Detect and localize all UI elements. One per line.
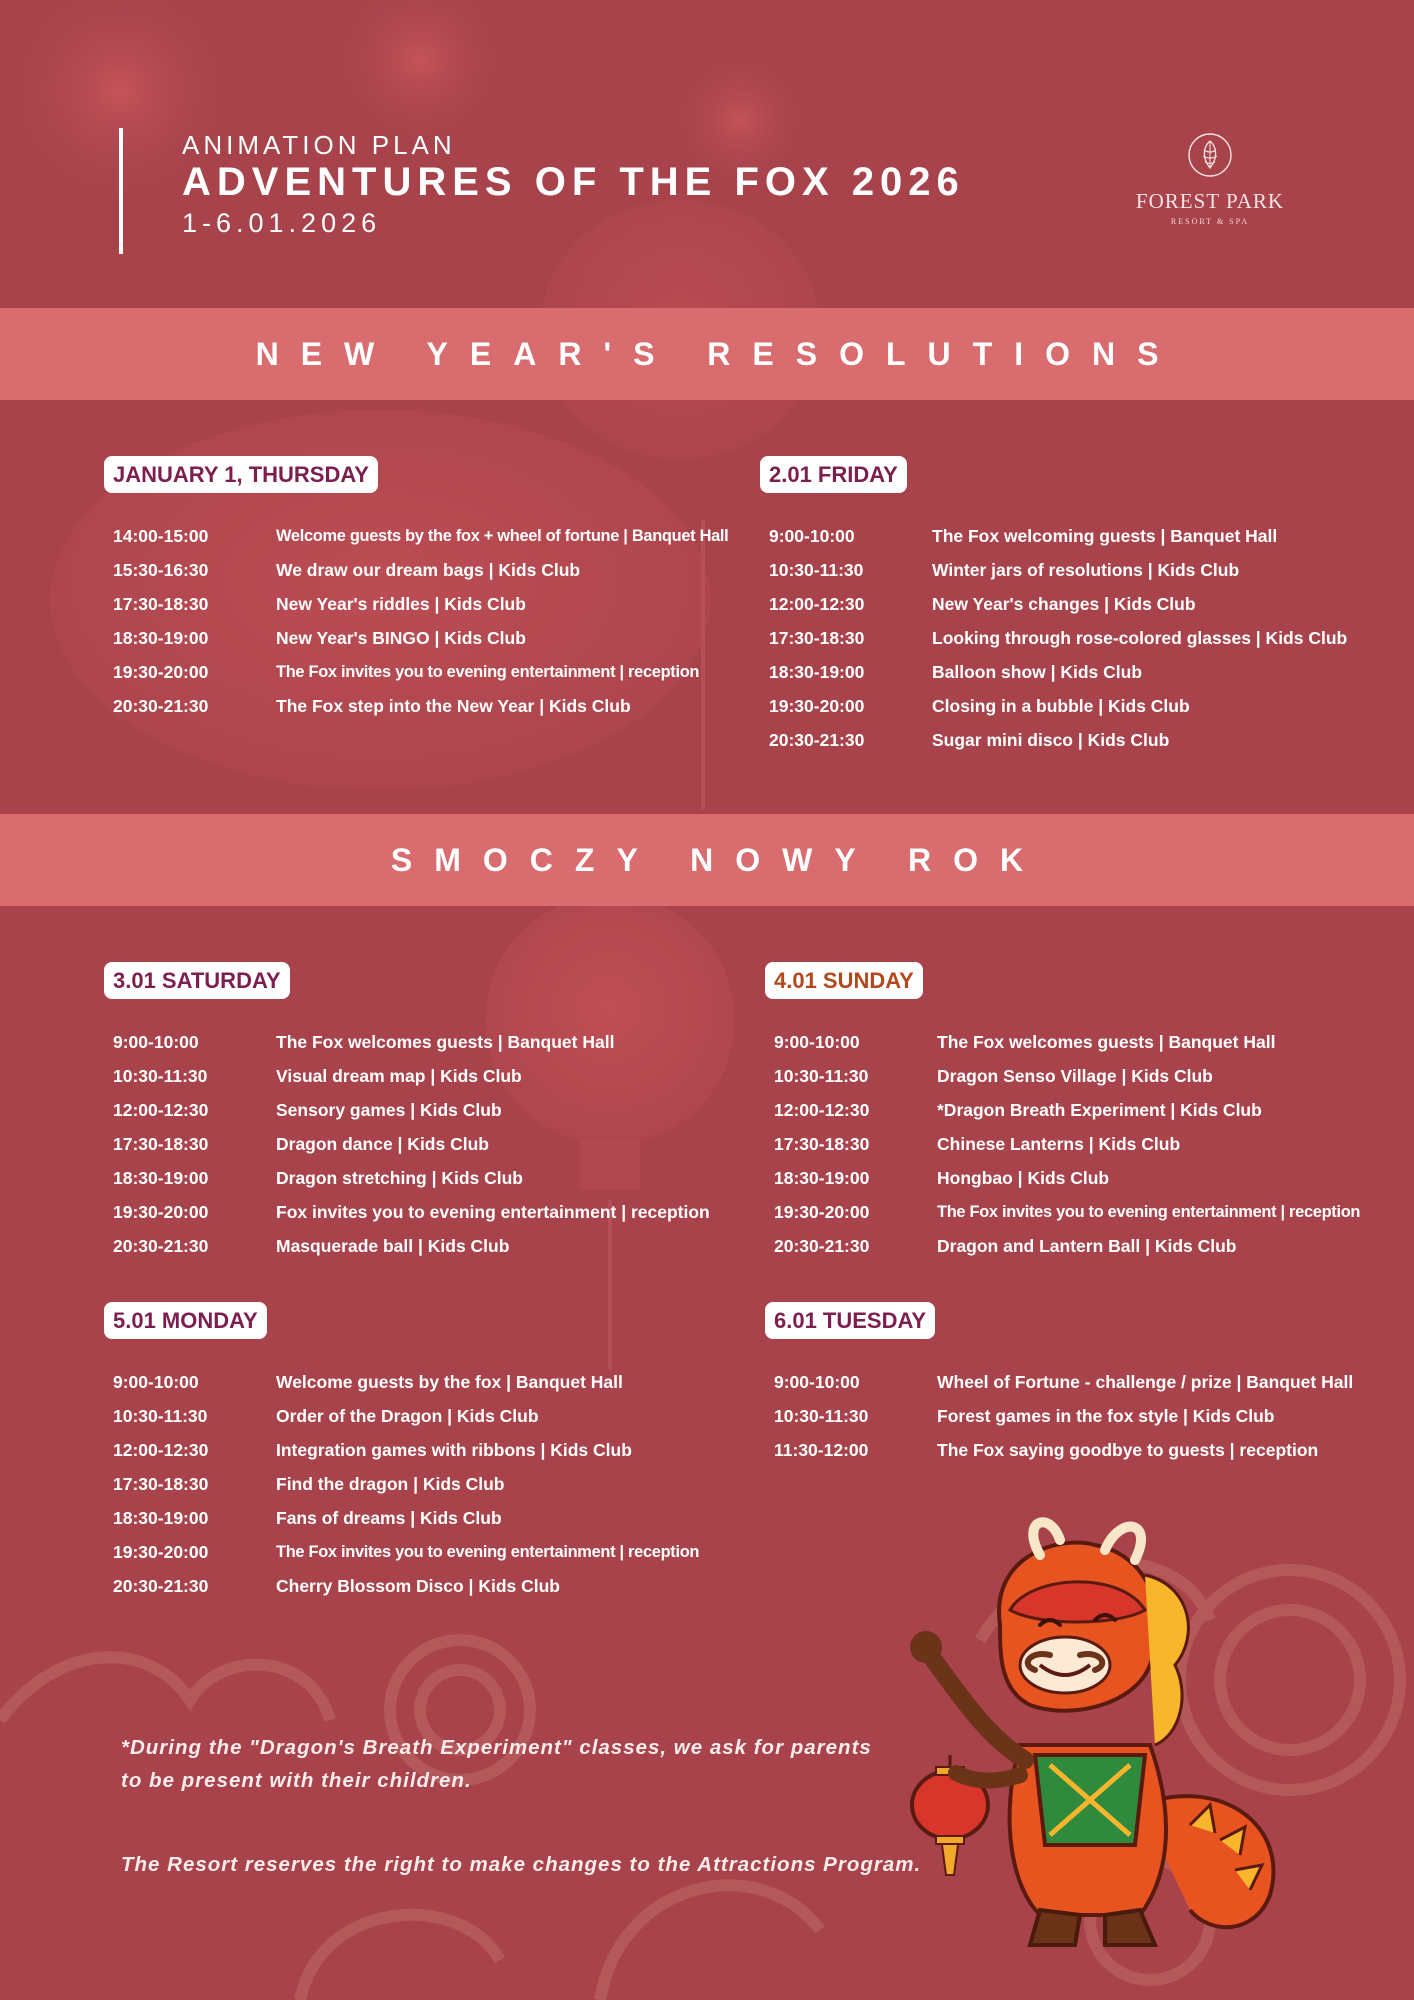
activity: Balloon show | Kids Club <box>932 661 1143 682</box>
time-slot: 19:30-20:00 <box>113 1201 209 1222</box>
section-band-resolutions <box>0 308 1414 400</box>
activity: New Year's BINGO | Kids Club <box>276 627 526 648</box>
schedule-list <box>104 1365 699 1603</box>
time-slot: 18:30-19:00 <box>113 1167 209 1188</box>
time-slot: 14:00-15:00 <box>113 525 209 546</box>
time-slot: 19:30-20:00 <box>769 695 865 716</box>
time-slot: 17:30-18:30 <box>113 1473 209 1494</box>
section-title: NEW YEAR'S RESOLUTIONS <box>255 335 1181 372</box>
time-slot: 10:30-11:30 <box>774 1405 869 1426</box>
day-block-jan-4 <box>765 962 1360 1263</box>
time-slot: 12:00-12:30 <box>113 1439 209 1460</box>
schedule-row <box>104 1501 699 1535</box>
schedule-row <box>760 723 1347 757</box>
activity: Welcome guests by the fox + wheel of fortune | Banquet Hall <box>276 526 729 545</box>
schedule-row <box>760 689 1347 723</box>
schedule-list <box>765 1025 1360 1263</box>
schedule-row <box>104 1467 699 1501</box>
section-band-dragon-new-year <box>0 814 1414 906</box>
activity: Dragon stretching | Kids Club <box>276 1167 523 1188</box>
header-subtitle: ANIMATION PLAN <box>182 130 456 160</box>
time-slot: 18:30-19:00 <box>113 627 209 648</box>
header <box>0 0 1414 308</box>
activity: Order of the Dragon | Kids Club <box>276 1405 539 1426</box>
schedule-row <box>104 1229 710 1263</box>
time-slot: 15:30-16:30 <box>113 559 209 580</box>
header-accent-bar <box>119 128 123 254</box>
activity: Sugar mini disco | Kids Club <box>932 729 1170 750</box>
schedule-row <box>760 553 1347 587</box>
activity: The Fox welcomes guests | Banquet Hall <box>937 1031 1276 1052</box>
schedule-row <box>104 1365 699 1399</box>
schedule-row <box>765 1399 1353 1433</box>
schedule-row <box>765 1161 1360 1195</box>
time-slot: 10:30-11:30 <box>774 1065 869 1086</box>
schedule-row <box>104 553 728 587</box>
time-slot: 10:30-11:30 <box>769 559 864 580</box>
schedule-row <box>104 1569 699 1603</box>
time-slot: 20:30-21:30 <box>774 1235 870 1256</box>
schedule-row <box>765 1059 1360 1093</box>
schedule-row <box>765 1127 1360 1161</box>
day-block-jan-1 <box>104 456 728 723</box>
schedule-row <box>104 519 728 553</box>
day-block-jan-6 <box>765 1302 1353 1467</box>
schedule-row <box>765 1195 1360 1229</box>
schedule-row <box>104 1433 699 1467</box>
day-block-jan-2 <box>760 456 1347 757</box>
activity: Closing in a bubble | Kids Club <box>932 695 1190 716</box>
time-slot: 17:30-18:30 <box>113 593 209 614</box>
activity: We draw our dream bags | Kids Club <box>276 559 581 580</box>
activity: Hongbao | Kids Club <box>937 1167 1110 1188</box>
schedule-row <box>760 519 1347 553</box>
activity: Integration games with ribbons | Kids Club <box>276 1439 632 1460</box>
time-slot: 17:30-18:30 <box>774 1133 870 1154</box>
activity: Forest games in the fox style | Kids Club <box>937 1405 1275 1426</box>
time-slot: 9:00-10:00 <box>774 1371 860 1392</box>
activity: Cherry Blossom Disco | Kids Club <box>276 1575 560 1596</box>
activity: Find the dragon | Kids Club <box>276 1473 505 1494</box>
schedule-row <box>760 655 1347 689</box>
activity: Dragon Senso Village | Kids Club <box>937 1065 1213 1086</box>
schedule-list <box>765 1365 1353 1467</box>
schedule-row <box>104 1059 710 1093</box>
time-slot: 9:00-10:00 <box>769 525 855 546</box>
resort-logo <box>1120 132 1300 226</box>
activity: Wheel of Fortune - challenge / prize | Banquet Hall <box>937 1371 1354 1392</box>
logo-name: FOREST PARK <box>1135 189 1285 213</box>
schedule-list <box>104 1025 710 1263</box>
day-block-jan-5 <box>104 1302 699 1603</box>
time-slot: 17:30-18:30 <box>113 1133 209 1154</box>
schedule-row <box>104 1093 710 1127</box>
activity: Fox invites you to evening entertainment | reception <box>276 1201 710 1222</box>
logo-tagline: RESORT & SPA <box>1170 217 1250 226</box>
event-dates: 1-6.01.2026 <box>182 208 382 238</box>
activity: Visual dream map | Kids Club <box>276 1065 522 1086</box>
day-title: 4.01 SUNDAY <box>765 962 923 999</box>
activity: The Fox invites you to evening entertainment | reception <box>276 1542 700 1561</box>
activity: Chinese Lanterns | Kids Club <box>937 1133 1181 1154</box>
activity: The Fox welcomes guests | Banquet Hall <box>276 1031 615 1052</box>
time-slot: 19:30-20:00 <box>113 661 209 682</box>
day-title: 3.01 SATURDAY <box>104 962 290 999</box>
schedule-list <box>104 519 728 723</box>
time-slot: 17:30-18:30 <box>769 627 865 648</box>
activity: Fans of dreams | Kids Club <box>276 1507 502 1528</box>
activity: The Fox invites you to evening entertainment | reception <box>276 662 700 681</box>
day-title: 6.01 TUESDAY <box>765 1302 935 1339</box>
schedule-row <box>104 1161 710 1195</box>
time-slot: 12:00-12:30 <box>774 1099 870 1120</box>
page-title: ADVENTURES OF THE FOX 2026 <box>182 160 965 204</box>
time-slot: 20:30-21:30 <box>769 729 865 750</box>
activity: The Fox saying goodbye to guests | reception <box>937 1439 1319 1460</box>
schedule-row <box>104 1399 699 1433</box>
activity: New Year's changes | Kids Club <box>932 593 1196 614</box>
time-slot: 20:30-21:30 <box>113 1235 209 1256</box>
schedule-row <box>104 1025 710 1059</box>
dragon-breath-note: *During the "Dragon's Breath Experiment" classes, we ask for parents to be present with their children. <box>121 1736 872 1792</box>
schedule-row <box>104 587 728 621</box>
schedule-row <box>104 655 728 689</box>
schedule-row <box>765 1365 1353 1399</box>
activity: Sensory games | Kids Club <box>276 1099 502 1120</box>
time-slot: 19:30-20:00 <box>774 1201 870 1222</box>
activity: The Fox step into the New Year | Kids Club <box>276 695 631 716</box>
schedule-row <box>104 1535 699 1569</box>
time-slot: 9:00-10:00 <box>774 1031 860 1052</box>
pinecone-icon <box>1187 132 1233 178</box>
activity: Winter jars of resolutions | Kids Club <box>932 559 1240 580</box>
time-slot: 18:30-19:00 <box>769 661 865 682</box>
time-slot: 11:30-12:00 <box>774 1439 869 1460</box>
program-changes-note: The Resort reserves the right to make changes to the Attractions Program. <box>121 1853 922 1876</box>
schedule-row <box>104 1195 710 1229</box>
day-title: 5.01 MONDAY <box>104 1302 267 1339</box>
activity: *Dragon Breath Experiment | Kids Club <box>937 1099 1262 1120</box>
time-slot: 20:30-21:30 <box>113 1575 209 1596</box>
time-slot: 10:30-11:30 <box>113 1065 208 1086</box>
time-slot: 18:30-19:00 <box>113 1507 209 1528</box>
activity: The Fox welcoming guests | Banquet Hall <box>932 525 1278 546</box>
section-title: SMOCZY NOWY ROK <box>390 841 1046 878</box>
time-slot: 18:30-19:00 <box>774 1167 870 1188</box>
schedule-row <box>104 621 728 655</box>
time-slot: 12:00-12:30 <box>769 593 865 614</box>
schedule-list <box>760 519 1347 757</box>
schedule-row <box>765 1025 1360 1059</box>
schedule-row <box>104 689 728 723</box>
schedule-row <box>760 621 1347 655</box>
time-slot: 9:00-10:00 <box>113 1371 199 1392</box>
schedule-row <box>760 587 1347 621</box>
schedule-row <box>765 1229 1360 1263</box>
schedule-row <box>765 1433 1353 1467</box>
fox-dragon-mascot-icon <box>890 1515 1310 1965</box>
time-slot: 20:30-21:30 <box>113 695 209 716</box>
time-slot: 12:00-12:30 <box>113 1099 209 1120</box>
time-slot: 10:30-11:30 <box>113 1405 208 1426</box>
activity: New Year's riddles | Kids Club <box>276 593 526 614</box>
day-title: JANUARY 1, THURSDAY <box>104 456 378 493</box>
activity: Dragon and Lantern Ball | Kids Club <box>937 1235 1237 1256</box>
schedule-row <box>765 1093 1360 1127</box>
day-block-jan-3 <box>104 962 710 1263</box>
activity: Welcome guests by the fox | Banquet Hall <box>276 1371 623 1392</box>
day-title: 2.01 FRIDAY <box>760 456 907 493</box>
activity: Looking through rose-colored glasses | Kids Club <box>932 627 1348 648</box>
activity: Dragon dance | Kids Club <box>276 1133 489 1154</box>
time-slot: 9:00-10:00 <box>113 1031 199 1052</box>
schedule-row <box>104 1127 710 1161</box>
activity: The Fox invites you to evening entertainment | reception <box>937 1202 1361 1221</box>
activity: Masquerade ball | Kids Club <box>276 1235 510 1256</box>
time-slot: 19:30-20:00 <box>113 1541 209 1562</box>
